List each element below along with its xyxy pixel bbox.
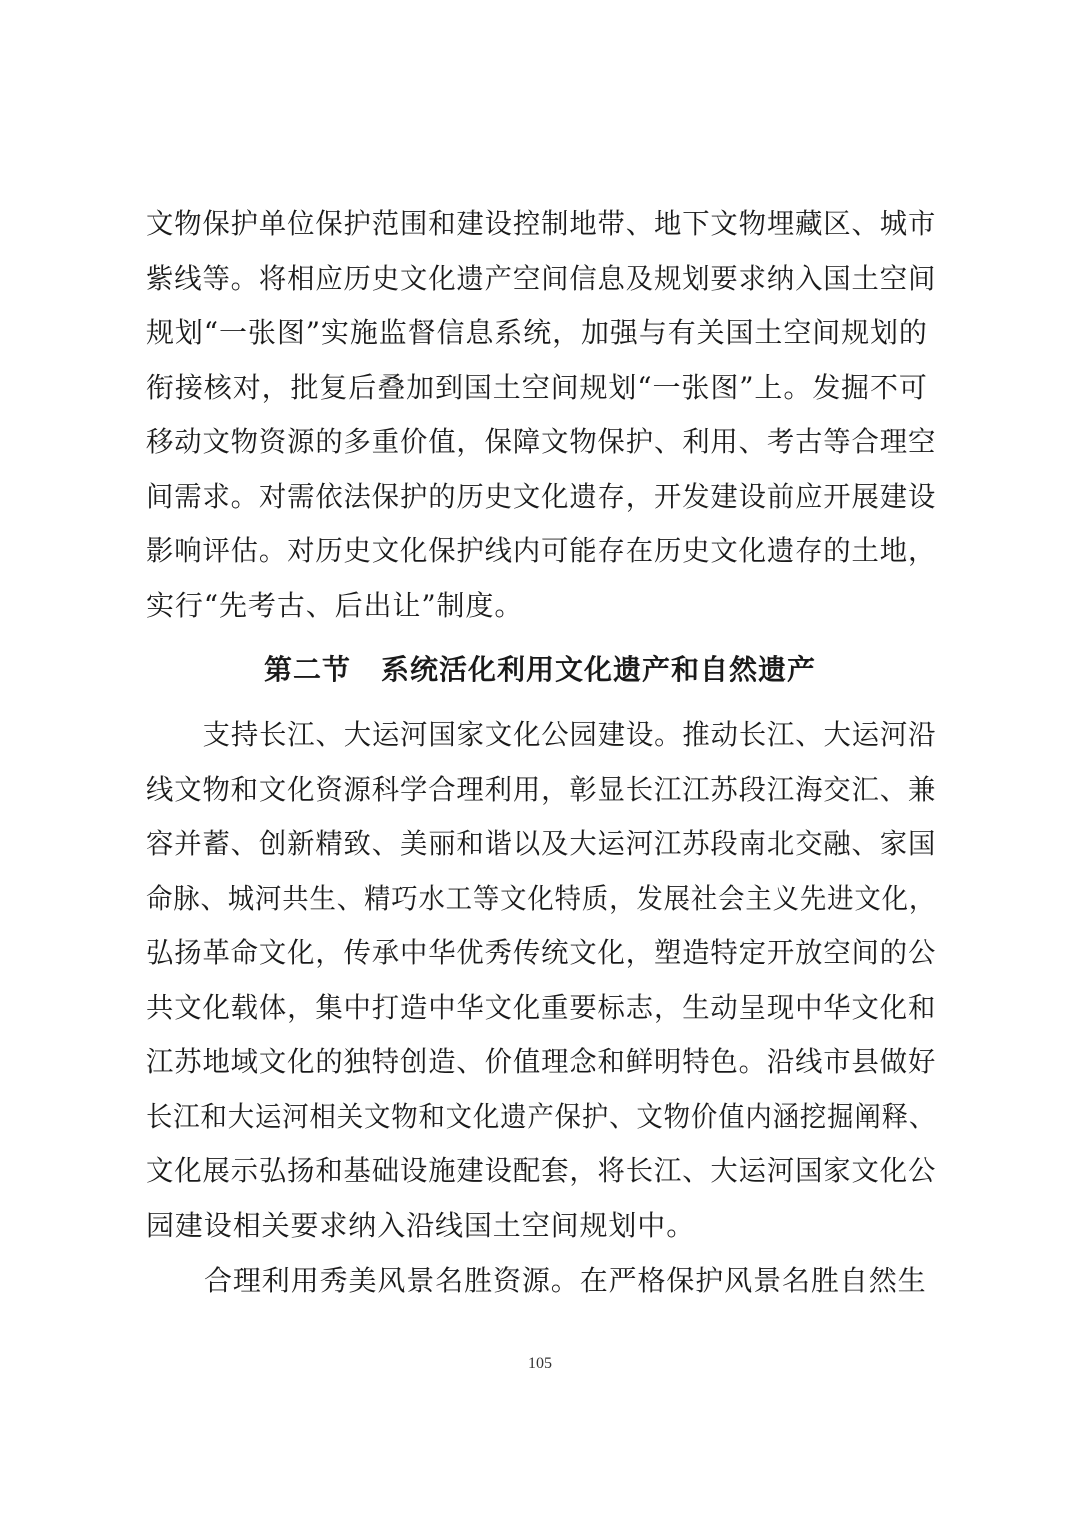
text-line: 弘扬革命文化，传承中华优秀传统文化，塑造特定开放空间的公 bbox=[146, 936, 937, 969]
text-line: 长江和大运河相关文物和文化遗产保护、文物价值内涵挖掘阐释、 bbox=[146, 1099, 937, 1133]
page-number: 105 bbox=[528, 1355, 552, 1372]
text-line: 文化展示弘扬和基础设施建设配套，将长江、大运河国家文化公 bbox=[146, 1154, 937, 1187]
text-line: 支持长江、大运河国家文化公园建设。推动长江、大运河沿 bbox=[202, 718, 937, 751]
text-line: 实行“先考古、后出让”制度。 bbox=[146, 588, 524, 622]
text-line: 容并蓄、创新精致、美丽和谐以及大运河江苏段南北交融、家国 bbox=[146, 827, 937, 860]
text-line: 衔接核对，批复后叠加到国土空间规划“一张图”上。发掘不可 bbox=[146, 370, 928, 404]
paragraph-heritage-protection bbox=[146, 197, 936, 633]
text-line: 园建设相关要求纳入沿线国土空间规划中。 bbox=[146, 1208, 696, 1242]
text-line: 影响评估。对历史文化保护线内可能存在历史文化遗存的土地， bbox=[146, 534, 937, 567]
text-line: 规划“一张图”实施监督信息系统，加强与有关国土空间规划的 bbox=[146, 316, 928, 349]
text-line: 紫线等。将相应历史文化遗产空间信息及规划要求纳入国土空间 bbox=[146, 261, 937, 295]
text-line: 文物保护单位保护范围和建设控制地带、地下文物埋藏区、城市 bbox=[146, 207, 937, 240]
paragraph-national-cultural-park bbox=[146, 708, 936, 1253]
section-heading bbox=[0, 645, 1080, 695]
text-line: 江苏地域文化的独特创造、价值理念和鲜明特色。沿线市县做好 bbox=[146, 1045, 937, 1078]
text-line: 线文物和文化资源科学合理利用，彰显长江江苏段江海交汇、兼 bbox=[146, 772, 937, 806]
paragraph-scenic-resources bbox=[146, 1254, 936, 1309]
text-line: 移动文物资源的多重价值，保障文物保护、利用、考古等合理空 bbox=[146, 425, 937, 458]
text-line: 合理利用秀美风景名胜资源。在严格保护风景名胜自然生 bbox=[204, 1264, 927, 1297]
section-number: 第二节 bbox=[263, 653, 351, 686]
text-line: 命脉、城河共生、精巧水工等文化特质，发展社会主义先进文化， bbox=[146, 881, 937, 915]
section-title: 系统活化利用文化遗产和自然遗产 bbox=[381, 653, 817, 686]
text-line: 共文化载体，集中打造中华文化重要标志，生动呈现中华文化和 bbox=[146, 990, 937, 1024]
text-line: 间需求。对需依法保护的历史文化遗存，开发建设前应开展建设 bbox=[146, 479, 937, 513]
